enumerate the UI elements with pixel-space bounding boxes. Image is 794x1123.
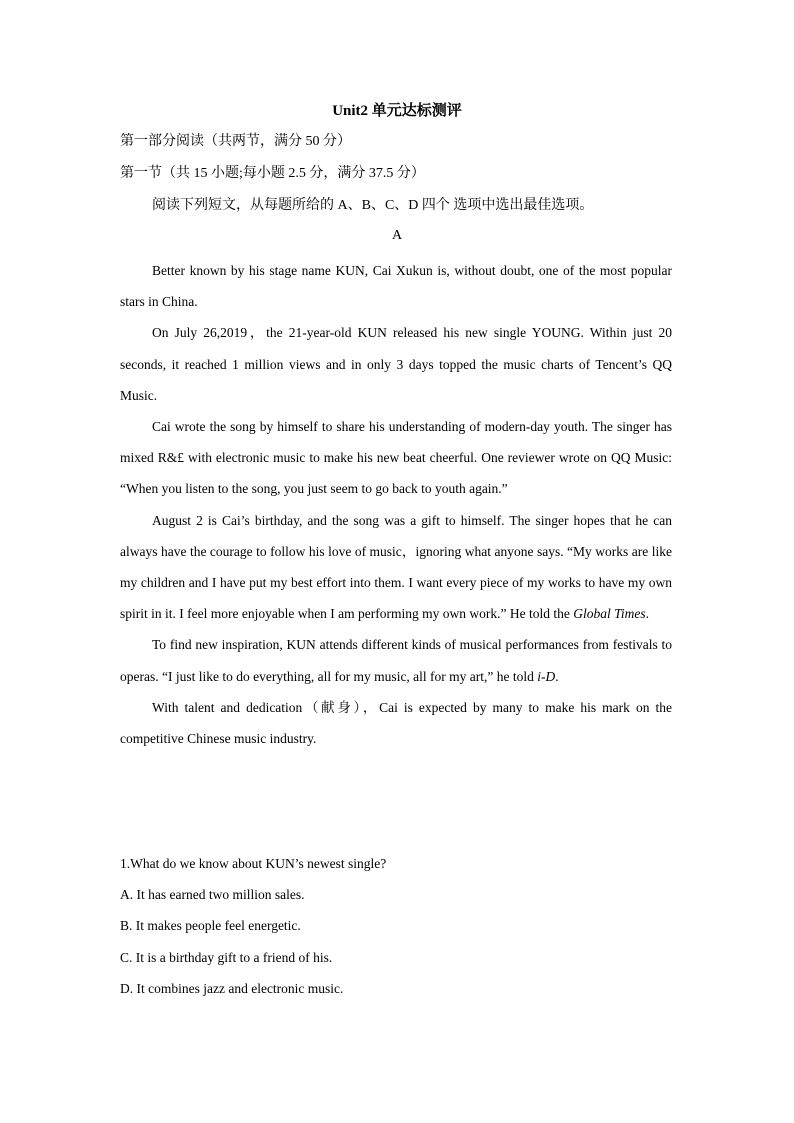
section-heading: 第一节（共 15 小题;每小题 2.5 分，满分 37.5 分） [120, 166, 425, 181]
question-1-stem: 1.What do we know about KUN’s newest single? [120, 856, 387, 871]
passage-paragraph-5 [120, 629, 672, 691]
reading-passage [120, 255, 672, 754]
paragraph-5-text: To find new inspiration, KUN attends different kinds of musical performances from festivals to operas. “I just like to do everything, all for my music, all for my art,” he told [120, 637, 672, 684]
option-c: C. It is a birthday gift to a friend of his. [120, 949, 333, 965]
passage-paragraph-6: With talent and dedication（献身），Cai is expected by many to make his mark on the competitive Chinese music industry. [120, 699, 672, 747]
option-d: D. It combines jazz and electronic music. [120, 980, 344, 996]
instruction-text: 阅读下列短文，从每题所给的 A、B、C、D 四个 选项中选出最佳选项。 [152, 198, 594, 213]
paragraph-4-end: . [645, 606, 650, 622]
passage-paragraph-3: Cai wrote the song by himself to share his understanding of modern-day youth. The singer has mixed R&£ with electronic music to make his new beat cheerful. One reviewer wrote on QQ Music: “When you listen to the song, you just seem to go back to youth again.” [120, 419, 672, 497]
option-b: B. It makes people feel energetic. [120, 918, 301, 934]
paragraph-5-end: . [555, 668, 559, 684]
option-a: A. It has earned two million sales. [120, 887, 305, 903]
source-global-times: Global Times [573, 606, 646, 622]
passage-paragraph-2: On July 26,2019，the 21-year-old KUN released his new single YOUNG. Within just 20 seconds, it reached 1 million views and in only 3 days topped the music charts of Tencent’s QQ Music. [120, 325, 672, 403]
passage-paragraph-1: Better known by his stage name KUN, Cai Xukun is, without doubt, one of the most popular stars in China. [120, 263, 672, 310]
question-block [120, 848, 672, 1004]
passage-letter: A [391, 228, 403, 243]
page-title: Unit2 单元达标测评 [332, 103, 462, 119]
part-heading: 第一部分阅读（共两节，满分 50 分） [120, 134, 351, 149]
passage-paragraph-4 [120, 505, 672, 630]
source-i-d: i-D [537, 668, 556, 684]
paragraph-4-text: August 2 is Cai’s birthday, and the song was a gift to himself. The singer hopes that he can always have the courage to follow his love of music，ignoring what anyone says. “My works are like my children and I have put my best effort into them. I want every piece of my works to have my own spirit in it. I feel more enjoyable when I am performing my own work.” He told the [120, 512, 672, 622]
